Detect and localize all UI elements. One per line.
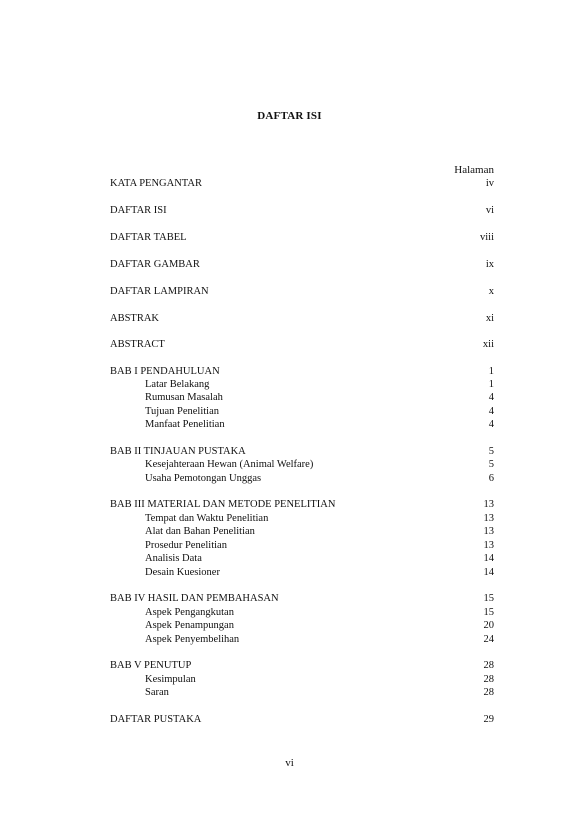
toc-entry-label: Usaha Pemotongan Unggas: [145, 473, 262, 484]
toc-entry-page: x: [488, 286, 494, 297]
toc-entry-page: 13: [483, 513, 494, 524]
toc-entry-page: viii: [479, 232, 494, 243]
toc-subsection: [110, 673, 494, 687]
toc-entry-page: 20: [483, 620, 494, 631]
toc-subsection: [110, 458, 494, 472]
toc-entry-page: xii: [482, 339, 494, 350]
toc-entry-label: Latar Belakang: [145, 379, 210, 390]
toc-entry-label: BAB III MATERIAL DAN METODE PENELITIAN: [110, 499, 336, 510]
toc-entry-label: Alat dan Bahan Penelitian: [145, 526, 255, 537]
page-title: DAFTAR ISI: [257, 110, 322, 122]
toc-subsection: [110, 539, 494, 553]
toc-entry-page: 24: [483, 634, 494, 645]
toc-entry-page: 1: [488, 366, 494, 377]
toc-subsection: [110, 686, 494, 700]
toc-entry-label: Tempat dan Waktu Penelitian: [145, 513, 269, 524]
toc-entry-page: vi: [485, 205, 494, 216]
toc-entry: [110, 177, 494, 191]
toc-chapter: [110, 592, 494, 606]
toc-entry-label: ABSTRAK: [110, 313, 160, 324]
toc-entry: [110, 231, 494, 245]
toc-entry-label: DAFTAR LAMPIRAN: [110, 286, 209, 297]
toc-entry-page: 1: [488, 379, 494, 390]
toc-entry-label: BAB IV HASIL DAN PEMBAHASAN: [110, 593, 279, 604]
toc-entry-page: 29: [483, 714, 494, 725]
toc-entry-label: KATA PENGANTAR: [110, 178, 202, 189]
toc-subsection: [110, 633, 494, 647]
toc-entry-label: Kesejahteraan Hewan (Animal Welfare): [145, 459, 314, 470]
toc-entry-page: 13: [483, 499, 494, 510]
toc-subsection: [110, 391, 494, 405]
toc-entry-page: 4: [488, 419, 494, 430]
toc-chapter: [110, 445, 494, 459]
toc-entry-page: 28: [483, 687, 494, 698]
toc-subsection: [110, 606, 494, 620]
toc-entry-page: 15: [483, 593, 494, 604]
toc-entry-page: 13: [483, 540, 494, 551]
toc-entry-page: ix: [485, 259, 494, 270]
page-number: vi: [285, 757, 294, 769]
toc-entry-page: 5: [488, 459, 494, 470]
toc-entry: [110, 338, 494, 352]
toc-entry-page: xi: [485, 313, 494, 324]
toc-entry-page: 13: [483, 526, 494, 537]
toc-entry-label: DAFTAR PUSTAKA: [110, 714, 202, 725]
toc-entry-label: Saran: [145, 687, 169, 698]
toc-subsection: [110, 552, 494, 566]
toc-entry-label: Aspek Penampungan: [145, 620, 234, 631]
toc-entry-page: 28: [483, 660, 494, 671]
toc-entry-label: BAB II TINJAUAN PUSTAKA: [110, 446, 246, 457]
toc-entry: [110, 258, 494, 272]
toc-subsection: [110, 566, 494, 580]
toc-chapter: [110, 498, 494, 512]
toc-entry: [110, 204, 494, 218]
toc-entry: [110, 285, 494, 299]
toc-entry-label: Aspek Pengangkutan: [145, 607, 234, 618]
toc-subsection: [110, 619, 494, 633]
toc-entry-label: BAB V PENUTUP: [110, 660, 192, 671]
toc-entry-label: Manfaat Penelitian: [145, 419, 225, 430]
toc-entry-label: Aspek Penyembelihan: [145, 634, 240, 645]
toc-subsection: [110, 512, 494, 526]
toc-entry-label: Rumusan Masalah: [145, 392, 223, 403]
toc-entry: [110, 713, 494, 727]
toc-entry-label: Desain Kuesioner: [145, 567, 220, 578]
toc-chapter: [110, 659, 494, 673]
toc-subsection: [110, 405, 494, 419]
toc-entry-page: 6: [488, 473, 494, 484]
toc-entry-label: Analisis Data: [145, 553, 202, 564]
toc-entry-page: 14: [483, 567, 494, 578]
toc-entry-page: 4: [488, 392, 494, 403]
toc-entry: [110, 312, 494, 326]
toc-entry-label: DAFTAR TABEL: [110, 232, 187, 243]
toc-entry-label: ABSTRACT: [110, 339, 165, 350]
toc-entry-label: Kesimpulan: [145, 674, 196, 685]
toc-entry-page: iv: [485, 178, 494, 189]
page-column-header: Halaman: [454, 164, 494, 176]
toc-subsection: [110, 472, 494, 486]
toc-entry-page: 28: [483, 674, 494, 685]
toc-chapter: [110, 365, 494, 379]
toc-entry-page: 15: [483, 607, 494, 618]
toc-entry-label: Tujuan Penelitian: [145, 406, 219, 417]
toc-entry-page: 4: [488, 406, 494, 417]
toc-entry-page: 14: [483, 553, 494, 564]
toc-subsection: [110, 378, 494, 392]
toc-entry-label: BAB I PENDAHULUAN: [110, 366, 220, 377]
toc-subsection: [110, 525, 494, 539]
toc-entry-label: DAFTAR ISI: [110, 205, 167, 216]
toc-entry-label: Prosedur Penelitian: [145, 540, 227, 551]
toc-subsection: [110, 418, 494, 432]
toc-entry-page: 5: [488, 446, 494, 457]
toc-entry-label: DAFTAR GAMBAR: [110, 259, 200, 270]
